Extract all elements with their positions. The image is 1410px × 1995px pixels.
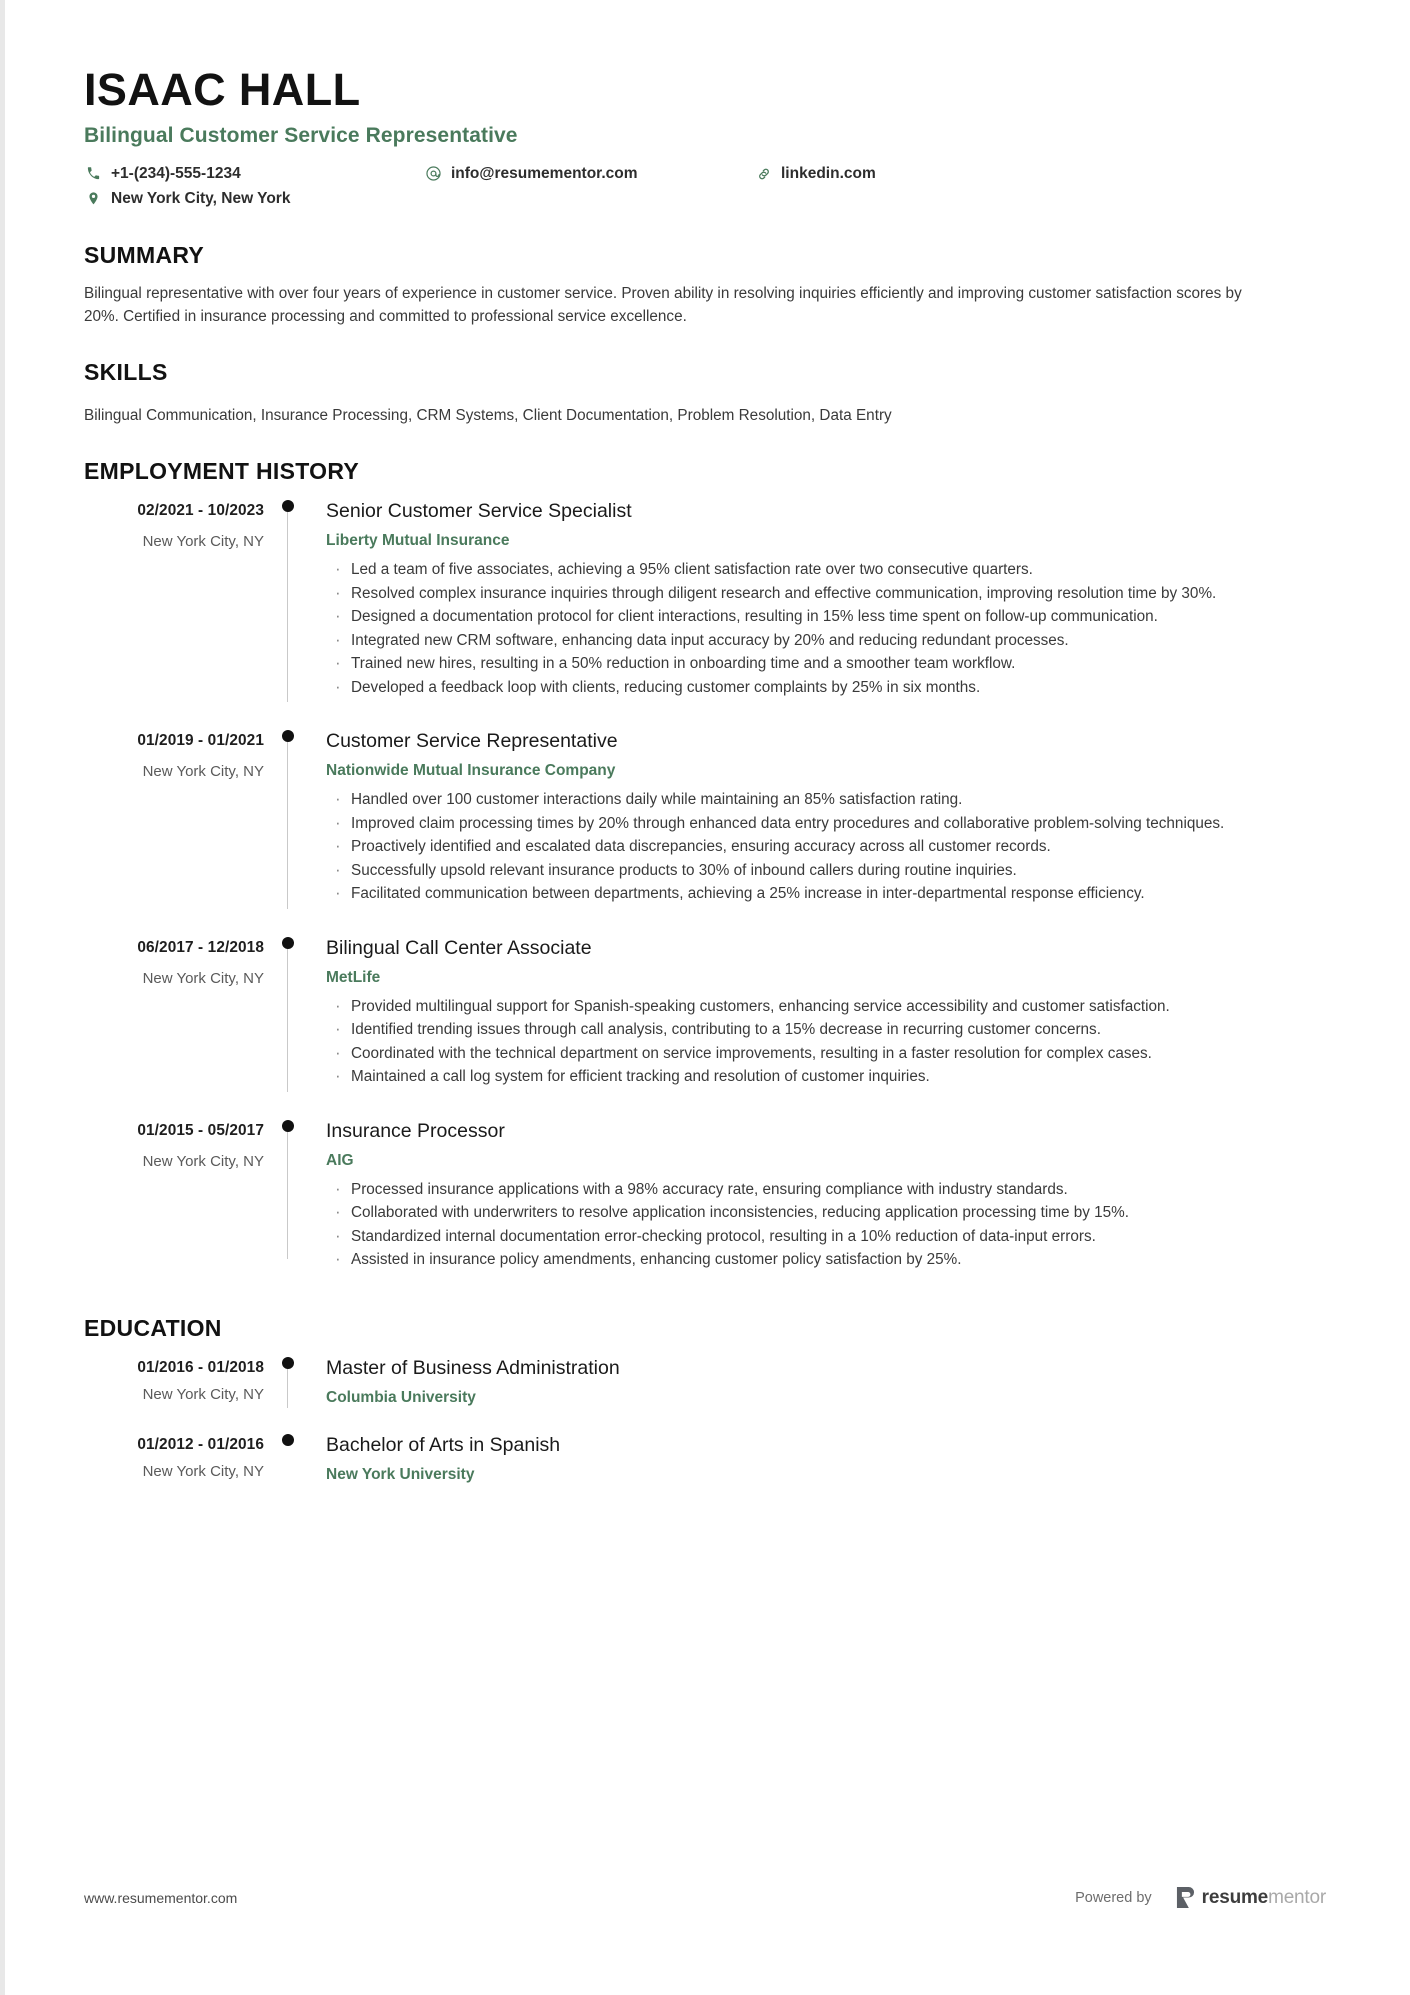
- candidate-headline: Bilingual Customer Service Representative: [84, 124, 518, 148]
- entry-title: Senior Customer Service Specialist: [326, 500, 632, 523]
- contact-location: [84, 186, 424, 211]
- entry-location: New York City, NY: [142, 763, 264, 781]
- skills-heading: SKILLS: [84, 359, 168, 386]
- timeline-line: [287, 1126, 288, 1259]
- timeline-rail: [264, 1432, 312, 1485]
- education-entry: [84, 1432, 1326, 1491]
- footer-brand-group: [1075, 1886, 1326, 1909]
- timeline-rail: [264, 728, 312, 907]
- education-entries: [84, 1355, 1326, 1491]
- entry-meta: [84, 1432, 264, 1485]
- entry-dates: 06/2017 - 12/2018: [137, 938, 264, 956]
- entry-bullet-list: [326, 789, 1326, 906]
- contact-phone-value: +1-(234)-555-1234: [111, 165, 241, 183]
- phone-icon: [84, 164, 103, 183]
- entry-meta: [84, 1118, 264, 1273]
- education-heading: EDUCATION: [84, 1314, 222, 1341]
- resumementor-mark-icon: [1176, 1886, 1195, 1909]
- timeline-rail: [264, 935, 312, 1090]
- entry-organization: MetLife: [326, 968, 381, 986]
- section-summary: [84, 242, 1326, 328]
- entry-meta: [84, 728, 264, 907]
- employment-heading: EMPLOYMENT HISTORY: [84, 458, 360, 485]
- entry-bullet-list: [326, 996, 1326, 1089]
- entry-dates: 01/2012 - 01/2016: [137, 1435, 264, 1453]
- summary-heading: SUMMARY: [84, 242, 205, 269]
- timeline-dot: [282, 1434, 294, 1446]
- timeline-dot: [282, 937, 294, 949]
- entry-location: New York City, NY: [142, 969, 264, 987]
- employment-entry: [84, 1118, 1326, 1279]
- brand-light: mentor: [1268, 1887, 1326, 1908]
- entry-bullet: · Integrated new CRM software, enhancing data input accuracy by 20% and reducing redundant processes.: [326, 630, 1326, 653]
- page-left-rule: [0, 0, 5, 1995]
- resumementor-logo: [1176, 1886, 1326, 1909]
- timeline-rail: [264, 1118, 312, 1273]
- contact-info: [84, 161, 1326, 211]
- entry-bullet: · Standardized internal documentation error-checking protocol, resulting in a 10% reduction of data-input errors.: [326, 1226, 1326, 1249]
- contact-linkedin-value: linkedin.com: [781, 165, 876, 183]
- page-footer: [84, 1886, 1326, 1909]
- entry-bullet: · Processed insurance applications with a 98% accuracy rate, ensuring compliance with industry standards.: [326, 1179, 1326, 1202]
- entry-title: Insurance Processor: [326, 1119, 505, 1142]
- timeline-line: [287, 736, 288, 909]
- brand-bold: resume: [1201, 1887, 1269, 1908]
- timeline-rail: [264, 498, 312, 700]
- entry-organization: New York University: [326, 1465, 475, 1483]
- timeline-dot: [282, 1357, 294, 1369]
- entry-title: Master of Business Administration: [326, 1356, 620, 1379]
- entry-dates: 01/2019 - 01/2021: [137, 732, 264, 750]
- contact-phone[interactable]: [84, 161, 424, 186]
- timeline-line: [287, 1363, 288, 1408]
- contact-location-value: New York City, New York: [111, 190, 291, 208]
- entry-body: [312, 1118, 1326, 1273]
- section-employment: [84, 458, 1326, 1279]
- section-skills: [84, 359, 1326, 427]
- entry-organization: Columbia University: [326, 1388, 476, 1406]
- link-icon: [754, 164, 773, 183]
- entry-bullet: · Resolved complex insurance inquiries through diligent research and effective communication, improving resolution time by 30%.: [326, 583, 1326, 606]
- entry-bullet-list: [326, 559, 1326, 699]
- entry-body: [312, 1355, 1326, 1408]
- email-icon: [424, 164, 443, 183]
- entry-bullet: · Proactively identified and escalated data discrepancies, ensuring accuracy across all customer records.: [326, 836, 1326, 859]
- powered-by-label: Powered by: [1075, 1889, 1152, 1906]
- timeline-line: [287, 943, 288, 1092]
- skills-text: Bilingual Communication, Insurance Processing, CRM Systems, Client Documentation, Problem Resolution, Data Entry: [84, 407, 892, 425]
- entry-body: [312, 498, 1326, 700]
- entry-location: New York City, NY: [142, 1152, 264, 1170]
- contact-row-2: [84, 186, 1326, 211]
- contact-linkedin[interactable]: [754, 161, 1054, 186]
- entry-title: Bachelor of Arts in Spanish: [326, 1433, 561, 1456]
- entry-location: New York City, NY: [142, 1385, 264, 1403]
- entry-bullet: · Successfully upsold relevant insurance products to 30% of inbound callers during routine inquiries.: [326, 860, 1326, 883]
- footer-url[interactable]: www.resumementor.com: [84, 1889, 238, 1906]
- entry-dates: 01/2015 - 05/2017: [137, 1121, 264, 1139]
- employment-entries: [84, 498, 1326, 1279]
- employment-entry: [84, 935, 1326, 1096]
- entry-title: Customer Service Representative: [326, 730, 618, 753]
- entry-meta: [84, 935, 264, 1090]
- entry-meta: [84, 1355, 264, 1408]
- entry-organization: Nationwide Mutual Insurance Company: [326, 762, 616, 780]
- entry-location: New York City, NY: [142, 1462, 264, 1480]
- candidate-name: ISAAC HALL: [84, 64, 361, 115]
- entry-dates: 02/2021 - 10/2023: [137, 502, 264, 520]
- employment-entry: [84, 498, 1326, 706]
- entry-bullet: · Facilitated communication between departments, achieving a 25% increase in inter-departmental response efficiency.: [326, 883, 1326, 906]
- entry-organization: AIG: [326, 1151, 354, 1169]
- contact-email-value: info@resumementor.com: [451, 165, 638, 183]
- entry-location: New York City, NY: [142, 533, 264, 551]
- entry-bullet: · Maintained a call log system for efficient tracking and resolution of customer inquiries.: [326, 1066, 1326, 1089]
- entry-dates: 01/2016 - 01/2018: [137, 1358, 264, 1376]
- entry-bullet: · Improved claim processing times by 20% through enhanced data entry procedures and collaborative problem-solving techniques.: [326, 813, 1326, 836]
- entry-organization: Liberty Mutual Insurance: [326, 532, 510, 550]
- entry-body: [312, 1432, 1326, 1485]
- timeline-dot: [282, 1120, 294, 1132]
- timeline-dot: [282, 500, 294, 512]
- entry-title: Bilingual Call Center Associate: [326, 936, 592, 959]
- location-icon: [84, 189, 103, 208]
- entry-bullet: · Assisted in insurance policy amendments, enhancing customer policy satisfaction by 25%.: [326, 1249, 1326, 1272]
- section-education: [84, 1315, 1326, 1491]
- entry-bullet: · Identified trending issues through call analysis, contributing to a 15% decrease in recurring customer concerns.: [326, 1019, 1326, 1042]
- entry-bullet: · Developed a feedback loop with clients, reducing customer complaints by 25% in six months.: [326, 677, 1326, 700]
- entry-body: [312, 728, 1326, 907]
- timeline-dot: [282, 730, 294, 742]
- resumementor-wordmark: [1202, 1888, 1326, 1907]
- contact-email[interactable]: [424, 161, 754, 186]
- entry-body: [312, 935, 1326, 1090]
- entry-bullet: · Provided multilingual support for Spanish-speaking customers, enhancing service accessibility and customer satisfaction.: [326, 996, 1326, 1019]
- contact-row-1: [84, 161, 1326, 186]
- entry-bullet: · Designed a documentation protocol for client interactions, resulting in 15% less time spent on follow-up communication.: [326, 606, 1326, 629]
- summary-text: Bilingual representative with over four years of experience in customer service. Proven ability in resolving inquiries efficiently and improving customer satisfaction scores by 20%. Certified in insurance processing and committed to professional service excellence.: [84, 285, 1242, 326]
- resume-content: [84, 0, 1326, 1491]
- education-entry: [84, 1355, 1326, 1414]
- entry-bullet: · Trained new hires, resulting in a 50% reduction in onboarding time and a smoother team workflow.: [326, 653, 1326, 676]
- entry-bullet: · Collaborated with underwriters to resolve application inconsistencies, reducing application processing time by 15%.: [326, 1202, 1326, 1225]
- entry-bullet: · Coordinated with the technical department on service improvements, resulting in a faster resolution for complex cases.: [326, 1043, 1326, 1066]
- entry-bullet: · Led a team of five associates, achieving a 95% client satisfaction rate over two consecutive quarters.: [326, 559, 1326, 582]
- timeline-rail: [264, 1355, 312, 1408]
- entry-bullet-list: [326, 1179, 1326, 1272]
- employment-entry: [84, 728, 1326, 913]
- entry-bullet: · Handled over 100 customer interactions daily while maintaining an 85% satisfaction rating.: [326, 789, 1326, 812]
- timeline-line: [287, 506, 288, 702]
- entry-meta: [84, 498, 264, 700]
- resume-header: [84, 0, 1326, 211]
